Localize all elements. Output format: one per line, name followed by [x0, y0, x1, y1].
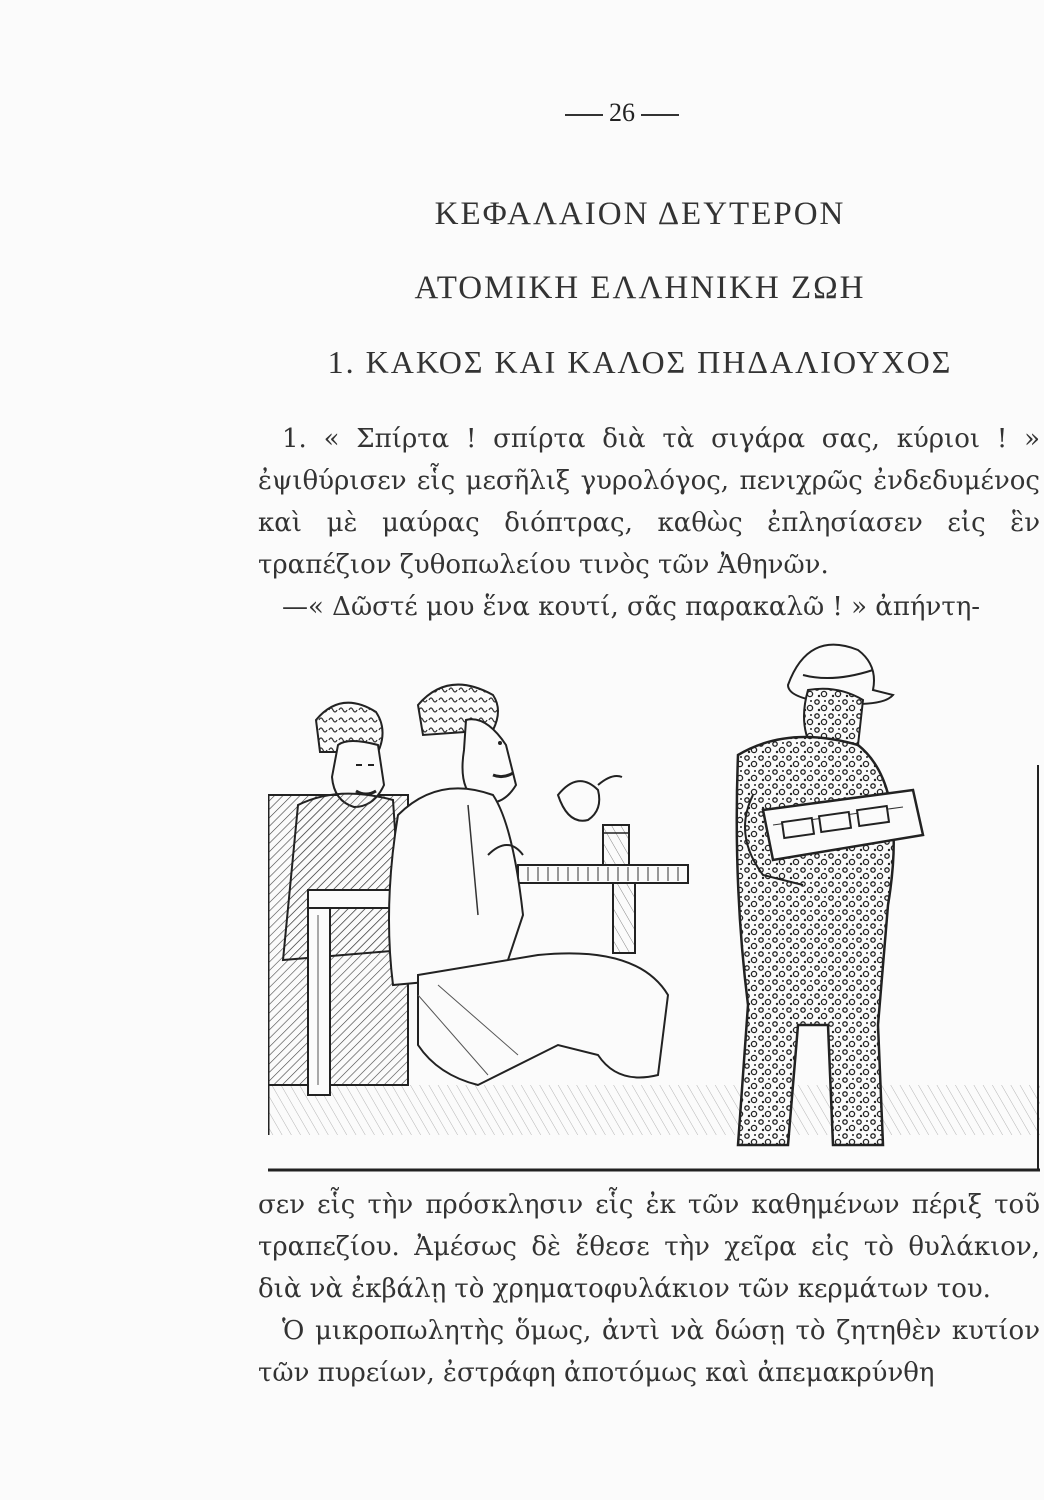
page-number-dash-left: [565, 114, 603, 116]
floor-hatching: [268, 1085, 1040, 1170]
section-heading: 1. ΚΑΚΟΣ ΚΑΙ ΚΑΛΟΣ ΠΗΔΑΛΙΟΥΧΟΣ: [327, 344, 953, 380]
paragraph: σεν εἷς τὴν πρόσκλησιν εἷς ἐκ τῶν καθημένων πέριξ τοῦ τραπεζίου. Ἀμέσως δὲ ἔθεσε τὴν χεῖρα εἰς τὸ θυλάκιον, διὰ νὰ ἐκβάλῃ τὸ χρηματοφυλάκιον τῶν κερμάτων του.: [258, 1190, 1040, 1304]
chapter-title: ΑΤΟΜΙΚΗ ΕΛΛΗΝΙΚΗ ΖΩΗ: [414, 270, 866, 306]
paragraph: Ὁ μικροπωλητὴς ὅμως, ἀντὶ νὰ δώσῃ τὸ ζητηθὲν κυτίον τῶν πυρείων, ἐστράφη ἀποτόμως καὶ ἀπεμακρύνθη: [258, 1316, 1040, 1388]
page-number: [0, 98, 1044, 128]
cafe-scene-illustration: [268, 615, 1040, 1175]
paragraph: —« Δῶστέ μου ἕνα κουτί, σᾶς παρακαλῶ ! » ἀπήντη-: [282, 592, 981, 622]
match-vendor: [737, 645, 894, 1145]
beer-glass: [603, 825, 629, 865]
table: [518, 865, 688, 953]
seated-man-left: [283, 703, 403, 960]
text-block-bottom: [258, 1184, 1040, 1394]
page-number-value: 26: [609, 98, 635, 127]
chapter-heading: ΚΕΦΑΛΑΙΟΝ ΔΕΥΤΕΡΟΝ: [434, 196, 846, 232]
page-number-dash-right: [641, 114, 679, 116]
text-block-top: [258, 418, 1040, 628]
paragraph: 1. « Σπίρτα ! σπίρτα διὰ τὰ σιγάρα σας, κύριοι ! » ἐψιθύρισεν εἷς μεσῆλιξ γυρολόγος, πενιχρῶς ἐνδεδυμένος καὶ μὲ μαύρας διόπτρας, καθὼς ἐπλησίασεν εἰς ἓν τραπέζιον ζυθοπωλείου τινὸς τῶν Ἀθηνῶν.: [258, 424, 1040, 580]
